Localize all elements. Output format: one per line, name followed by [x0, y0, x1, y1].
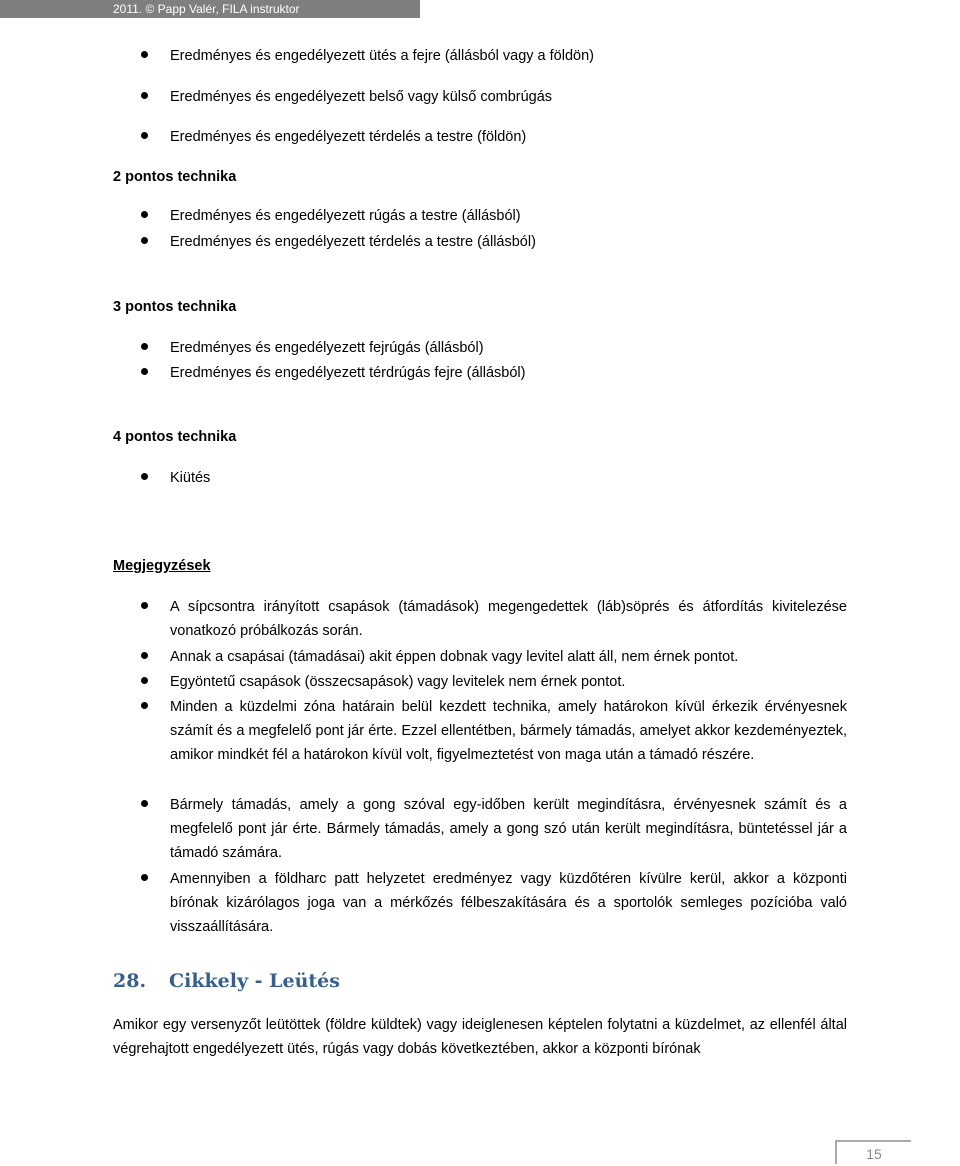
- bullet-icon: [141, 51, 148, 58]
- list-item-text: Bármely támadás, amely a gong szóval egy-időben került megindításra, érvényesnek számít és a megfelelő pont jár érte. Bármely támadás, amely a gong szó után került megindításra, büntetéssel jár a támadó számára.: [170, 797, 847, 861]
- list-item: [113, 695, 847, 767]
- bullet-icon: [141, 211, 148, 218]
- bullet-icon: [141, 237, 148, 244]
- list-item: [113, 85, 847, 109]
- list-item-text: Kiütés: [170, 470, 211, 486]
- notes-heading: Megjegyzések: [113, 558, 211, 574]
- page-number: 15: [835, 1140, 911, 1164]
- bullet-icon: [141, 874, 148, 881]
- bullet-icon: [141, 473, 148, 480]
- article-number: 28.: [113, 970, 147, 992]
- list-item: [113, 44, 847, 68]
- bullet-icon: [141, 702, 148, 709]
- list-item-text: Annak a csapásai (támadásai) akit éppen dobnak vagy levitel alatt áll, nem érnek pontot.: [170, 649, 739, 665]
- list-item: [113, 125, 847, 149]
- article-heading: [113, 967, 340, 995]
- page-header: 2011. © Papp Valér, FILA instruktor: [0, 0, 420, 18]
- list-item-text: Eredményes és engedélyezett fejrúgás (állásból): [170, 340, 484, 356]
- bullet-icon: [141, 343, 148, 350]
- bullet-icon: [141, 132, 148, 139]
- list-item-text: Eredményes és engedélyezett térdelés a testre (állásból): [170, 234, 536, 250]
- bullet-icon: [141, 800, 148, 807]
- article-title: Cikkely - Leütés: [169, 970, 340, 992]
- list-item: [113, 466, 847, 490]
- article-paragraph: Amikor egy versenyzőt leütöttek (földre küldtek) vagy ideiglenesen képtelen folytatni a küzdelmet, az ellenfél által végrehajtott engedélyezett ütés, rúgás vagy dobás következtében, akkor a központi bírónak: [113, 1017, 847, 1057]
- list-item-text: Eredményes és engedélyezett térdelés a testre (földön): [170, 129, 527, 145]
- list-item: [113, 793, 847, 865]
- list-item-text: Eredményes és engedélyezett térdrúgás fejre (állásból): [170, 365, 526, 381]
- list-item-text: Eredményes és engedélyezett ütés a fejre (állásból vagy a földön): [170, 48, 594, 64]
- bullet-icon: [141, 92, 148, 99]
- list-item: [113, 670, 847, 694]
- list-item-text: A sípcsontra irányított csapások (támadások) megengedettek (láb)söprés és átfordítás kivitelezése vonatkozó próbálkozás során.: [170, 599, 847, 639]
- list-item-text: Egyöntetű csapások (összecsapások) vagy levitelek nem érnek pontot.: [170, 674, 626, 690]
- list-item-text: Eredményes és engedélyezett rúgás a testre (állásból): [170, 208, 521, 224]
- list-item-text: Minden a küzdelmi zóna határain belül kezdett technika, amely határokon kívül érkezik érvényesnek számít és a megfelelő pont jár érte. Ezzel ellentétben, bármely támadás, amelyet akkor kezdeményeztek, amikor mindkét fél a határokon kívül volt, figyelmeztetést von maga után a támadó részére.: [170, 699, 847, 763]
- section-heading-3-points: 3 pontos technika: [113, 299, 237, 315]
- list-item: [113, 204, 847, 228]
- bullet-icon: [141, 602, 148, 609]
- section-heading-2-points: 2 pontos technika: [113, 169, 237, 185]
- list-item: [113, 595, 847, 643]
- list-item: [113, 336, 847, 360]
- bullet-icon: [141, 652, 148, 659]
- list-item: [113, 230, 847, 254]
- list-item: [113, 867, 847, 939]
- list-item-text: Amennyiben a földharc patt helyzetet eredményez vagy küzdőtéren kívülre kerül, akkor a központi bírónak kizárólagos joga van a mérkőzés félbeszakítására és a sportolók semleges pozícióba való visszaállítására.: [170, 871, 847, 935]
- list-item: [113, 645, 847, 669]
- list-item-text: Eredményes és engedélyezett belső vagy külső combrúgás: [170, 89, 553, 105]
- bullet-icon: [141, 368, 148, 375]
- list-item: [113, 361, 847, 385]
- bullet-icon: [141, 677, 148, 684]
- section-heading-4-points: 4 pontos technika: [113, 429, 237, 445]
